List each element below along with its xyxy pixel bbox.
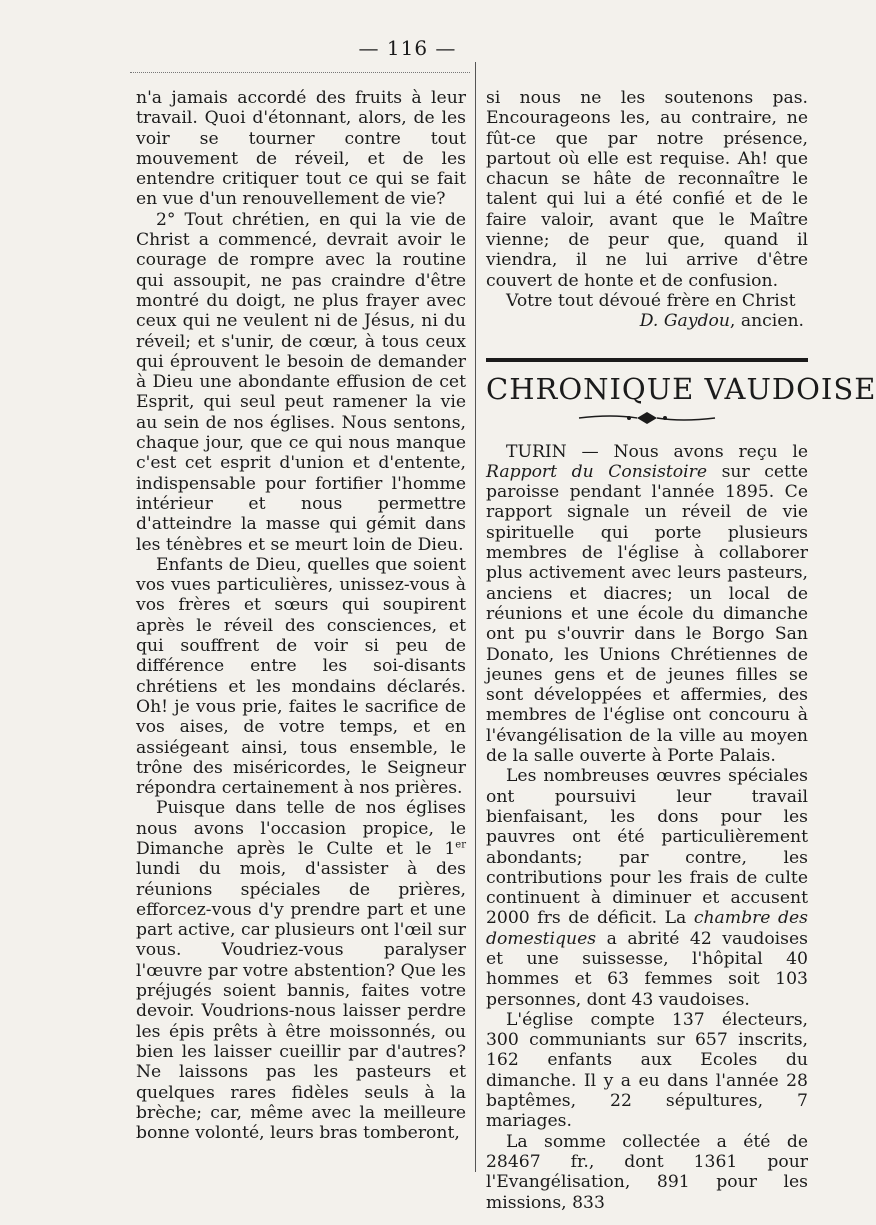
page-number: — 116 —: [358, 36, 457, 60]
paragraph-enfants-de-dieu: Enfants de Dieu, quelles que soient vos vues particulières, unissez-vous à vos frères et sœurs qui soupirent après le réveil des consciences, et qui souffrent de voir si peu de différence entre les soi-disants chrétiens et les mondains déclarés. Oh! je vous prie, faites le sacrifice de vos aises, de votre temps, et en assiégeant ainsi, tous ensemble, le trône des miséricordes, le Seigneur répondra certainement à nos prières.: [136, 554, 466, 799]
chambre-title: chambre des domestiques: [486, 908, 808, 949]
ornament-divider: [486, 410, 808, 428]
chronique-turin: [486, 442, 808, 767]
text-run: a abrité 42 vaudoises et une suissesse, l'hôpital 40 hommes et 63 femmes soit 103 personnes, dont 43 vaudoises.: [486, 928, 808, 1010]
text-run: TURIN — Nous avons reçu le: [506, 441, 808, 462]
text-run: Les nombreuses œuvres spéciales ont poursuivi leur travail bienfaisant, les dons pour les pauvres ont été particulièrement abondants; par contre, les contributions pour les frais de culte continuent à diminuer et accusent 2000 frs de déficit. La: [486, 766, 808, 929]
chronique-oeuvres: [486, 766, 808, 1010]
paragraph-puisque: [136, 798, 466, 1143]
letter-signoff: Votre tout dévoué frère en Christ: [506, 290, 796, 311]
text-run: sur cette paroisse pendant l'année 1895. Ce rapport signale un réveil de vie spirituelle qui porte plusieurs membres de l'église à collaborer plus activement avec leurs pasteurs, anciens et diacres; un local de réunions et une école du dimanche ont pu s'ouvrir dans le Borgo San Donato, les Unions Chrétiennes de jeunes gens et de jeunes filles se sont développées et affermies, des membres de l'église ont concouru à l'évangélisation de la ville au moyen de la salle ouverte à Porte Palais.: [486, 461, 808, 767]
left-column: [136, 88, 466, 1188]
column-divider: [475, 62, 476, 1172]
header-rule: [130, 72, 470, 73]
signer-name: D. Gaydou: [639, 311, 730, 332]
paragraph-point-2: 2° Tout chrétien, en qui la vie de Christ a commencé, devrait avoir le courage de rompre avec la routine qui assoupit, ne pas craindre d'être montré du doigt, ne plus frayer avec ceux qui ne veulent ni de Jésus, ni du réveil; et s'unir, de cœur, à tous ceux qui éprouvent le besoin de demander à Dieu une abondante effusion de cet Esprit, qui seul peut ramener la vie au sein de nos églises. Nous sentons, chaque jour, que ce qui nous manque c'est cet esprit d'union et d'entente, indispensable pour fortifier l'homme intérieur et nous permettre d'atteindre la masse qui gémit dans les ténèbres et se meurt loin de Dieu.: [136, 209, 466, 555]
right-column: [486, 88, 876, 1213]
paragraph-letter-end: si nous ne les soutenons pas. Encourageons les, au contraire, ne fût-ce que par notre présence, partout où elle est requise. Ah! que chacun se hâte de reconnaître le talent qui lui a été confié et de le faire valoir, avant que le Maître vienne; de peur que, quand il viendra, il ne lui arrive d'être couvert de honte et de confusion.: [486, 88, 808, 291]
text-run: Puisque dans telle de nos églises nous avons l'occasion propice, le Dimanche après le Culte et le 1: [136, 798, 466, 859]
chronique-statistiques: L'église compte 137 électeurs, 300 communiants sur 657 inscrits, 162 enfants aux Ecoles du dimanche. Il y a eu dans l'année 28 baptêmes, 22 sépultures, 7 mariages.: [486, 1009, 808, 1132]
superscript: er: [455, 839, 466, 851]
signer-title: , ancien.: [729, 311, 804, 332]
letter-signer: [486, 311, 808, 331]
flourish-icon: [577, 411, 717, 425]
text-run: lundi du mois, d'assister à des réunions spéciales de prières, efforcez-vous d'y prendre part et une part active, car plusieurs ont l'œil sur vous. Voudriez-vous paralyser l'œuvre par votre abstention? Que les préjugés soient bannis, faites votre devoir. Voudrions-nous laisser perdre les épis prêts à être moissonnés, ou bien les laisser cueillir par d'autres? Ne laissons pas les pasteurs et quelques rares fidèles seuls à la brèche; car, même avec la meilleure bonne volonté, leurs bras tomberont,: [136, 859, 466, 1144]
rapport-title: Rapport du Consistoire: [486, 461, 708, 482]
section-title: CHRONIQUE VAUDOISE: [486, 371, 876, 406]
paragraph-continuation: n'a jamais accordé des fruits à leur travail. Quoi d'étonnant, alors, de les voir se tourner contre tout mouvement de réveil, et de les entendre critiquer tout ce qui se fait en vue d'un renouvellement de vie?: [136, 88, 466, 210]
section-rule: [486, 358, 808, 362]
chronique-collecte: La somme collectée a été de 28467 fr., dont 1361 pour l'Evangélisation, 891 pour les missions, 833: [486, 1131, 808, 1213]
